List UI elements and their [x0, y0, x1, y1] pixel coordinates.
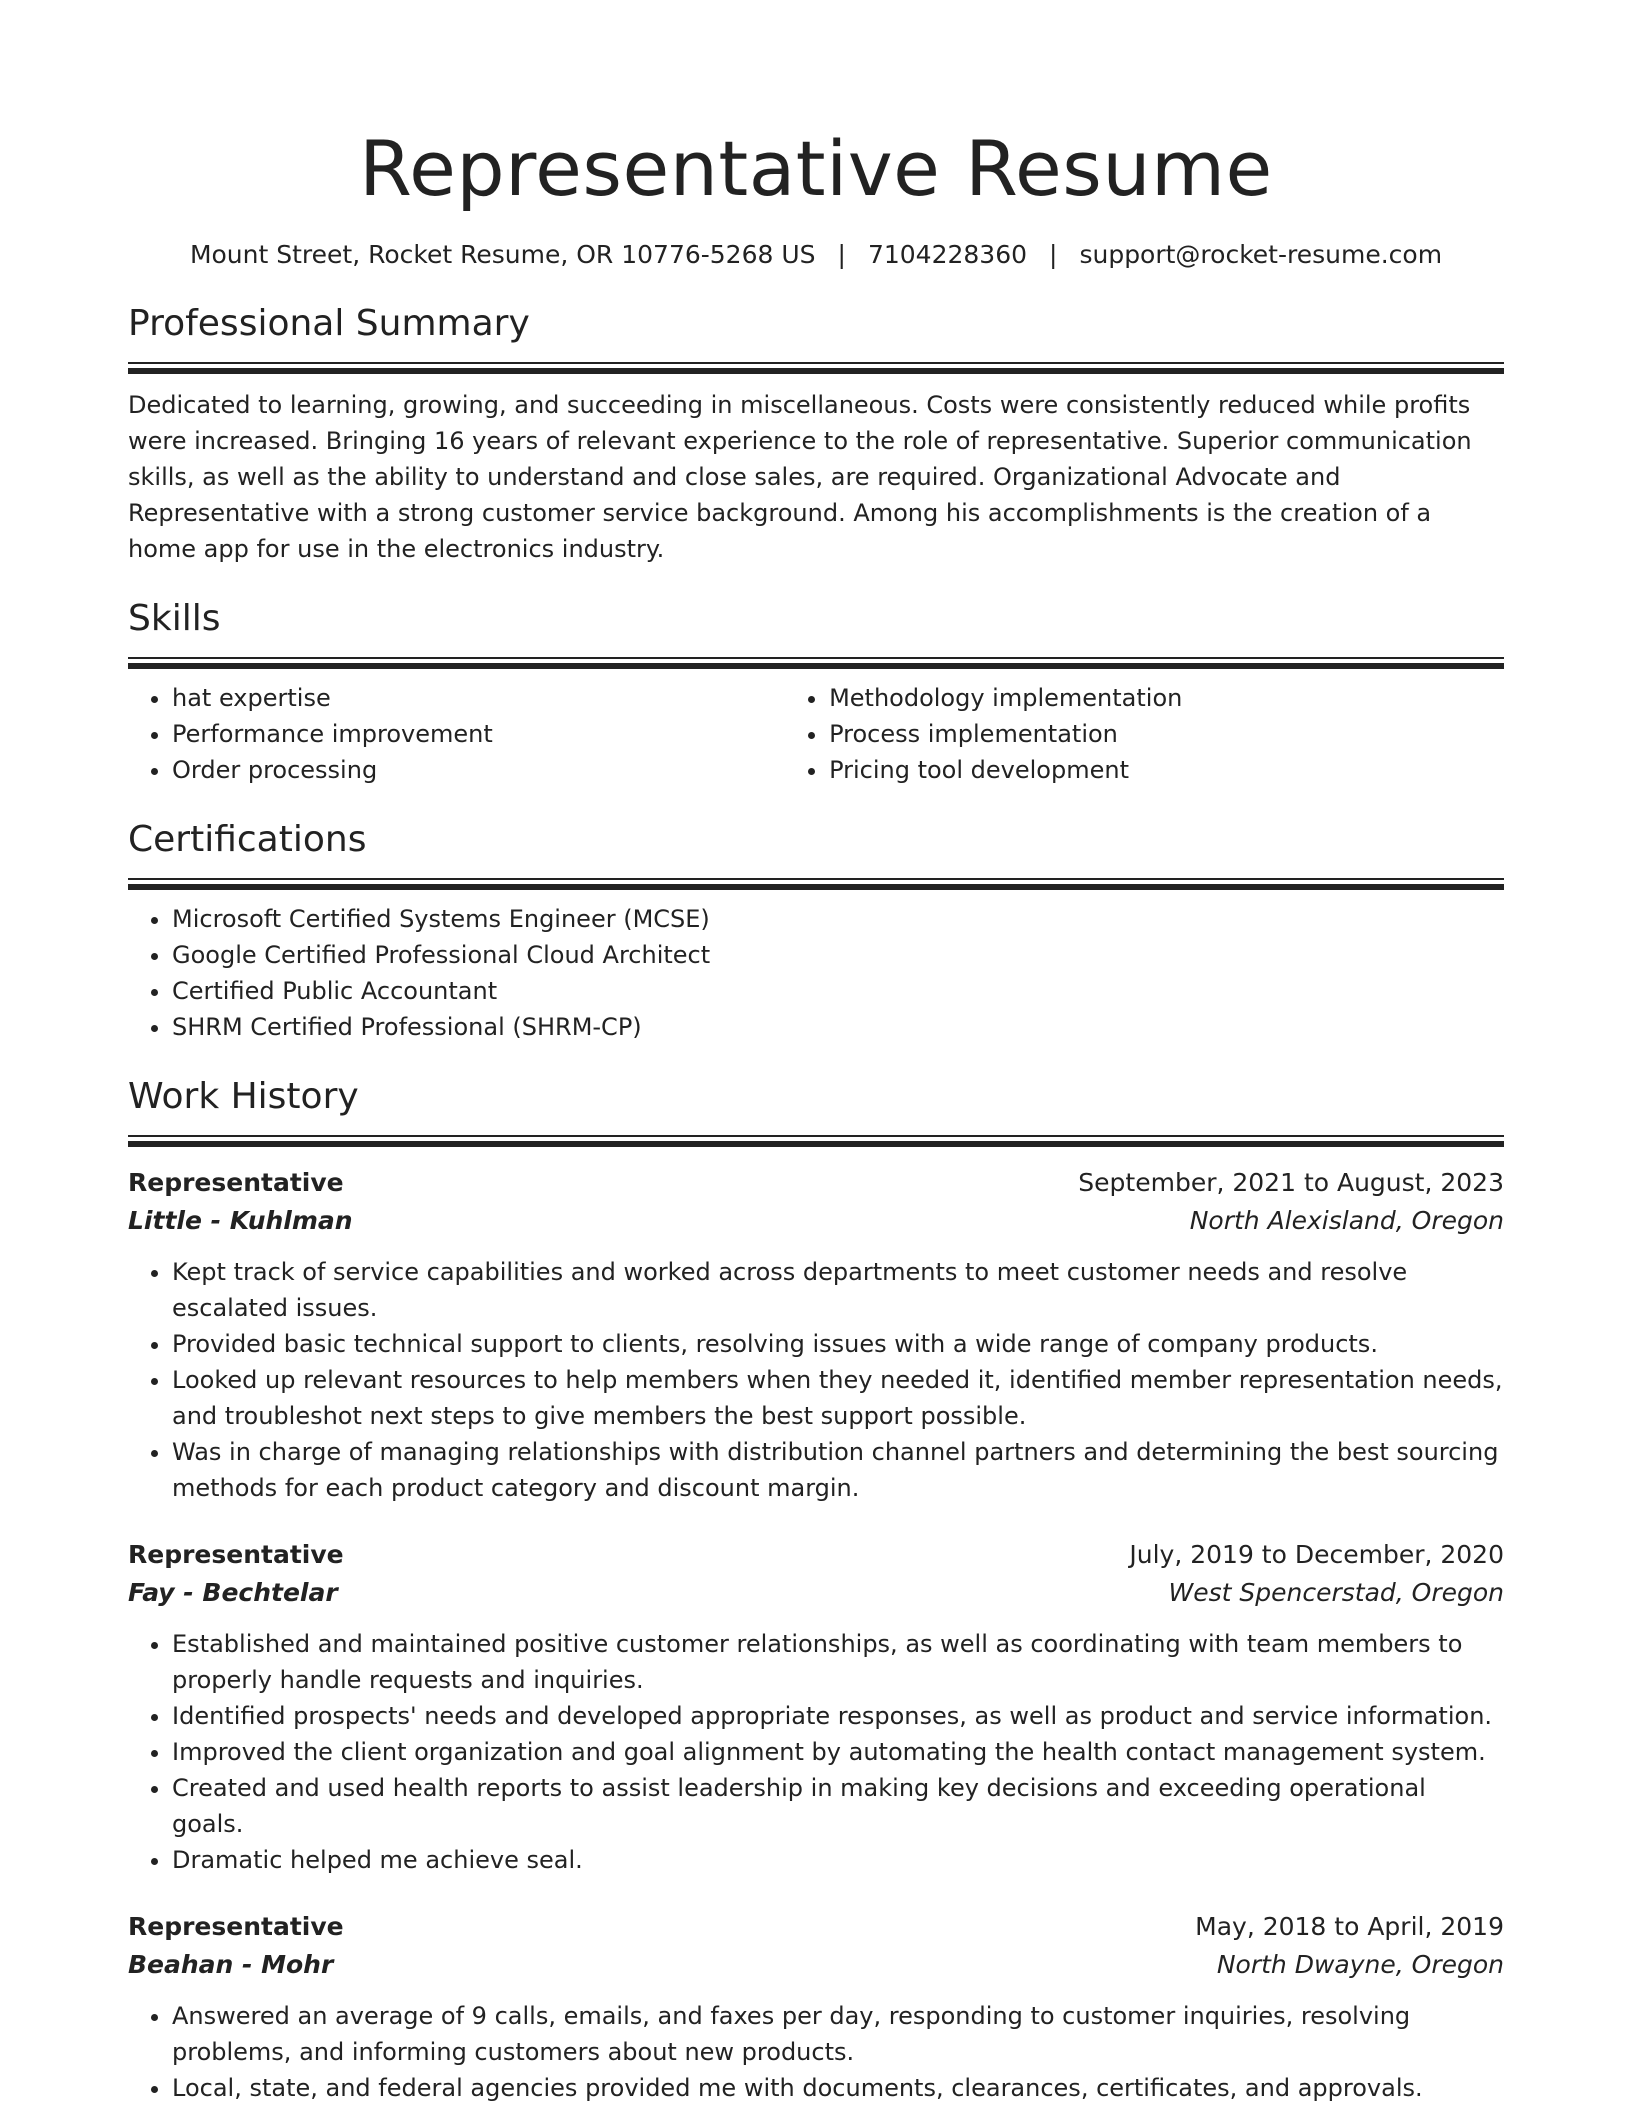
job-bullet: • Answered an average of 9 calls, emails, and faxes per day, responding to customer inquiries, resolving problems, and informing customers about new products.: [172, 1998, 1504, 2070]
job-entry: [128, 1908, 1504, 2106]
skills-section: [128, 595, 1504, 788]
job-company-row: [128, 1946, 1504, 1984]
skills-list-right: [785, 680, 1504, 788]
certification-item: • SHRM Certified Professional (SHRM-CP): [172, 1009, 1504, 1045]
skill-item: • Performance improvement: [172, 716, 785, 752]
contact-separator: |: [837, 240, 846, 269]
certifications-section: [128, 816, 1504, 1045]
certification-item: • Microsoft Certified Systems Engineer (MCSE): [172, 901, 1504, 937]
summary-text: Dedicated to learning, growing, and succeeding in miscellaneous. Costs were consistently reduced while profits were increased. Bringing 16 years of relevant experience to the role of representative. Superior communication skills, as well as the ability to understand and close sales, are required. Organizational Advocate and Representative with a strong customer service background. Among his accomplishments is the creation of a home app for use in the electronics industry.: [128, 391, 1472, 563]
skills-list-left: [128, 680, 785, 788]
resume-name: Representative Resume: [359, 124, 1273, 213]
certifications-heading: Certifications: [128, 819, 367, 860]
work-history-section: [128, 1073, 1504, 2106]
job-bullets: [128, 1998, 1504, 2106]
job-bullets: [128, 1254, 1504, 1506]
job-location: North Alexisland, Oregon: [1189, 1206, 1504, 1235]
job-header-row: [128, 1908, 1504, 1946]
job-entry: [128, 1536, 1504, 1878]
section-divider: [128, 362, 1504, 373]
job-title: Representative: [128, 1540, 344, 1569]
contact-address: Mount Street, Rocket Resume, OR 10776-5268 US: [189, 240, 816, 269]
certifications-list: [128, 901, 1504, 1045]
skill-item: • Order processing: [172, 752, 785, 788]
job-bullets: [128, 1626, 1504, 1878]
job-location: North Dwayne, Oregon: [1216, 1950, 1504, 1979]
job-title: Representative: [128, 1168, 344, 1197]
job-bullet: • Established and maintained positive customer relationships, as well as coordinating with team members to properly handle requests and inquiries.: [172, 1626, 1504, 1698]
job-header-row: [128, 1536, 1504, 1574]
job-entry: [128, 1164, 1504, 1506]
section-divider: [128, 657, 1504, 668]
job-title: Representative: [128, 1912, 344, 1941]
job-bullet: • Improved the client organization and goal alignment by automating the health contact management system.: [172, 1734, 1504, 1770]
job-dates: July, 2019 to December, 2020: [1129, 1540, 1504, 1569]
job-bullet: • Kept track of service capabilities and worked across departments to meet customer needs and resolve escalated issues.: [172, 1254, 1504, 1326]
contact-line: [128, 238, 1504, 272]
job-bullet: • Was in charge of managing relationships with distribution channel partners and determining the best sourcing methods for each product category and discount margin.: [172, 1434, 1504, 1506]
section-divider: [128, 878, 1504, 889]
skill-item: • hat expertise: [172, 680, 785, 716]
certification-item: • Google Certified Professional Cloud Architect: [172, 937, 1504, 973]
job-dates: September, 2021 to August, 2023: [1078, 1168, 1504, 1197]
job-company: Fay - Bechtelar: [128, 1578, 338, 1607]
summary-section: [128, 300, 1504, 567]
certification-item: • Certified Public Accountant: [172, 973, 1504, 1009]
work-history-heading: Work History: [128, 1076, 359, 1117]
skills-grid: [128, 680, 1504, 788]
job-bullet: • Identified prospects' needs and developed appropriate responses, as well as product and service information.: [172, 1698, 1504, 1734]
skill-item: • Methodology implementation: [829, 680, 1504, 716]
contact-phone: 7104228360: [867, 240, 1028, 269]
contact-email: support@rocket-resume.com: [1079, 240, 1443, 269]
section-divider: [128, 1135, 1504, 1146]
job-bullet: • Dramatic helped me achieve seal.: [172, 1842, 1504, 1878]
job-company: Little - Kuhlman: [128, 1206, 353, 1235]
summary-heading: Professional Summary: [128, 303, 530, 344]
job-dates: May, 2018 to April, 2019: [1195, 1912, 1504, 1941]
job-header-row: [128, 1164, 1504, 1202]
job-company-row: [128, 1202, 1504, 1240]
job-bullet: • Created and used health reports to assist leadership in making key decisions and exceeding operational goals.: [172, 1770, 1504, 1842]
skill-item: • Pricing tool development: [829, 752, 1504, 788]
contact-separator: |: [1049, 240, 1058, 269]
skills-heading: Skills: [128, 598, 221, 639]
job-bullet: • Local, state, and federal agencies provided me with documents, clearances, certificates, and approvals.: [172, 2070, 1504, 2106]
job-bullet: • Provided basic technical support to clients, resolving issues with a wide range of company products.: [172, 1326, 1504, 1362]
job-bullet: • Looked up relevant resources to help members when they needed it, identified member representation needs, and troubleshot next steps to give members the best support possible.: [172, 1362, 1504, 1434]
job-company-row: [128, 1574, 1504, 1612]
skill-item: • Process implementation: [829, 716, 1504, 752]
job-location: West Spencerstad, Oregon: [1168, 1578, 1504, 1607]
resume-page: [128, 0, 1504, 2106]
job-company: Beahan - Mohr: [128, 1950, 334, 1979]
